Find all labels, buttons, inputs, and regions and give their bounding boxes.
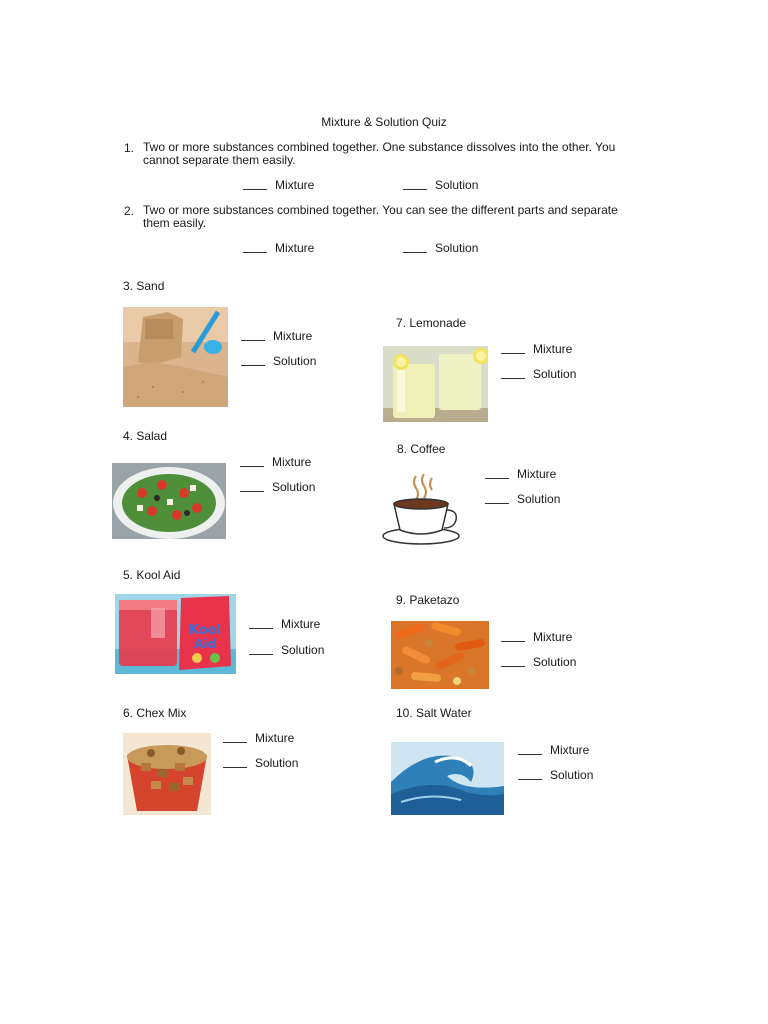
question-1-mixture-option[interactable]: Mixture (243, 178, 314, 192)
answer-blank[interactable] (241, 356, 265, 366)
question-2-text: Two or more substances combined together. You can see the different parts and separate them easily. (143, 203, 618, 230)
lemonade-glasses-photo (383, 346, 488, 422)
item-6-mixture-option[interactable]: Mixture (223, 731, 294, 745)
chex-mix-bowl-photo (123, 733, 211, 815)
answer-blank[interactable] (249, 619, 273, 629)
item-4-label: 4. Salad (123, 429, 168, 443)
item-9-solution-option[interactable]: Solution (501, 655, 576, 669)
item-7-label: 7. Lemonade (396, 316, 467, 330)
ocean-wave-photo (391, 742, 504, 815)
answer-blank[interactable] (501, 632, 525, 642)
answer-blank[interactable] (223, 733, 247, 743)
item-6-solution-option[interactable]: Solution (223, 756, 298, 770)
item-7-solution-option[interactable]: Solution (501, 367, 576, 381)
item-8-mixture-option[interactable]: Mixture (485, 467, 556, 481)
question-2-mixture-option[interactable]: Mixture (243, 241, 314, 255)
item-3-label: 3. Sand (123, 279, 165, 293)
answer-blank[interactable] (518, 745, 542, 755)
item-9-mixture-option[interactable]: Mixture (501, 630, 572, 644)
answer-blank[interactable] (243, 243, 267, 253)
item-7-mixture-option[interactable]: Mixture (501, 342, 572, 356)
svg-text:Kool: Kool (188, 623, 222, 638)
item-9-label: 9. Paketazo (396, 593, 460, 607)
answer-blank[interactable] (501, 344, 525, 354)
answer-blank[interactable] (501, 369, 525, 379)
salad-bowl-photo (112, 463, 226, 539)
item-5-mixture-option[interactable]: Mixture (249, 617, 320, 631)
item-4-mixture-option[interactable]: Mixture (240, 455, 311, 469)
question-2-solution-option[interactable]: Solution (403, 241, 478, 255)
item-5-solution-option[interactable]: Solution (249, 643, 324, 657)
answer-blank[interactable] (518, 770, 542, 780)
answer-blank[interactable] (240, 482, 264, 492)
item-8-label: 8. Coffee (397, 442, 446, 456)
question-1-text: Two or more substances combined together. One substance dissolves into the other. You cannot separate them easily. (143, 140, 616, 167)
answer-blank[interactable] (501, 657, 525, 667)
answer-blank[interactable] (249, 645, 273, 655)
kool-aid-drink-photo (115, 594, 236, 674)
answer-blank[interactable] (223, 758, 247, 768)
question-1-number: 1. (124, 141, 135, 155)
answer-blank[interactable] (241, 331, 265, 341)
svg-text:Aid: Aid (194, 637, 216, 651)
item-10-mixture-option[interactable]: Mixture (518, 743, 589, 757)
answer-blank[interactable] (243, 180, 267, 190)
item-5-label: 5. Kool Aid (123, 568, 181, 582)
paketazo-snack-photo (391, 621, 489, 689)
question-1-solution-option[interactable]: Solution (403, 178, 478, 192)
item-6-label: 6. Chex Mix (123, 706, 187, 720)
item-10-label: 10. Salt Water (396, 706, 472, 720)
item-4-solution-option[interactable]: Solution (240, 480, 315, 494)
answer-blank[interactable] (403, 243, 427, 253)
item-3-solution-option[interactable]: Solution (241, 354, 316, 368)
item-3-mixture-option[interactable]: Mixture (241, 329, 312, 343)
answer-blank[interactable] (240, 457, 264, 467)
answer-blank[interactable] (485, 494, 509, 504)
item-8-solution-option[interactable]: Solution (485, 492, 560, 506)
item-10-solution-option[interactable]: Solution (518, 768, 593, 782)
answer-blank[interactable] (403, 180, 427, 190)
quiz-title: Mixture & Solution Quiz (321, 115, 447, 129)
sandcastle-photo (123, 307, 228, 407)
coffee-cup-illustration (380, 470, 462, 547)
answer-blank[interactable] (485, 469, 509, 479)
question-2-number: 2. (124, 204, 135, 218)
